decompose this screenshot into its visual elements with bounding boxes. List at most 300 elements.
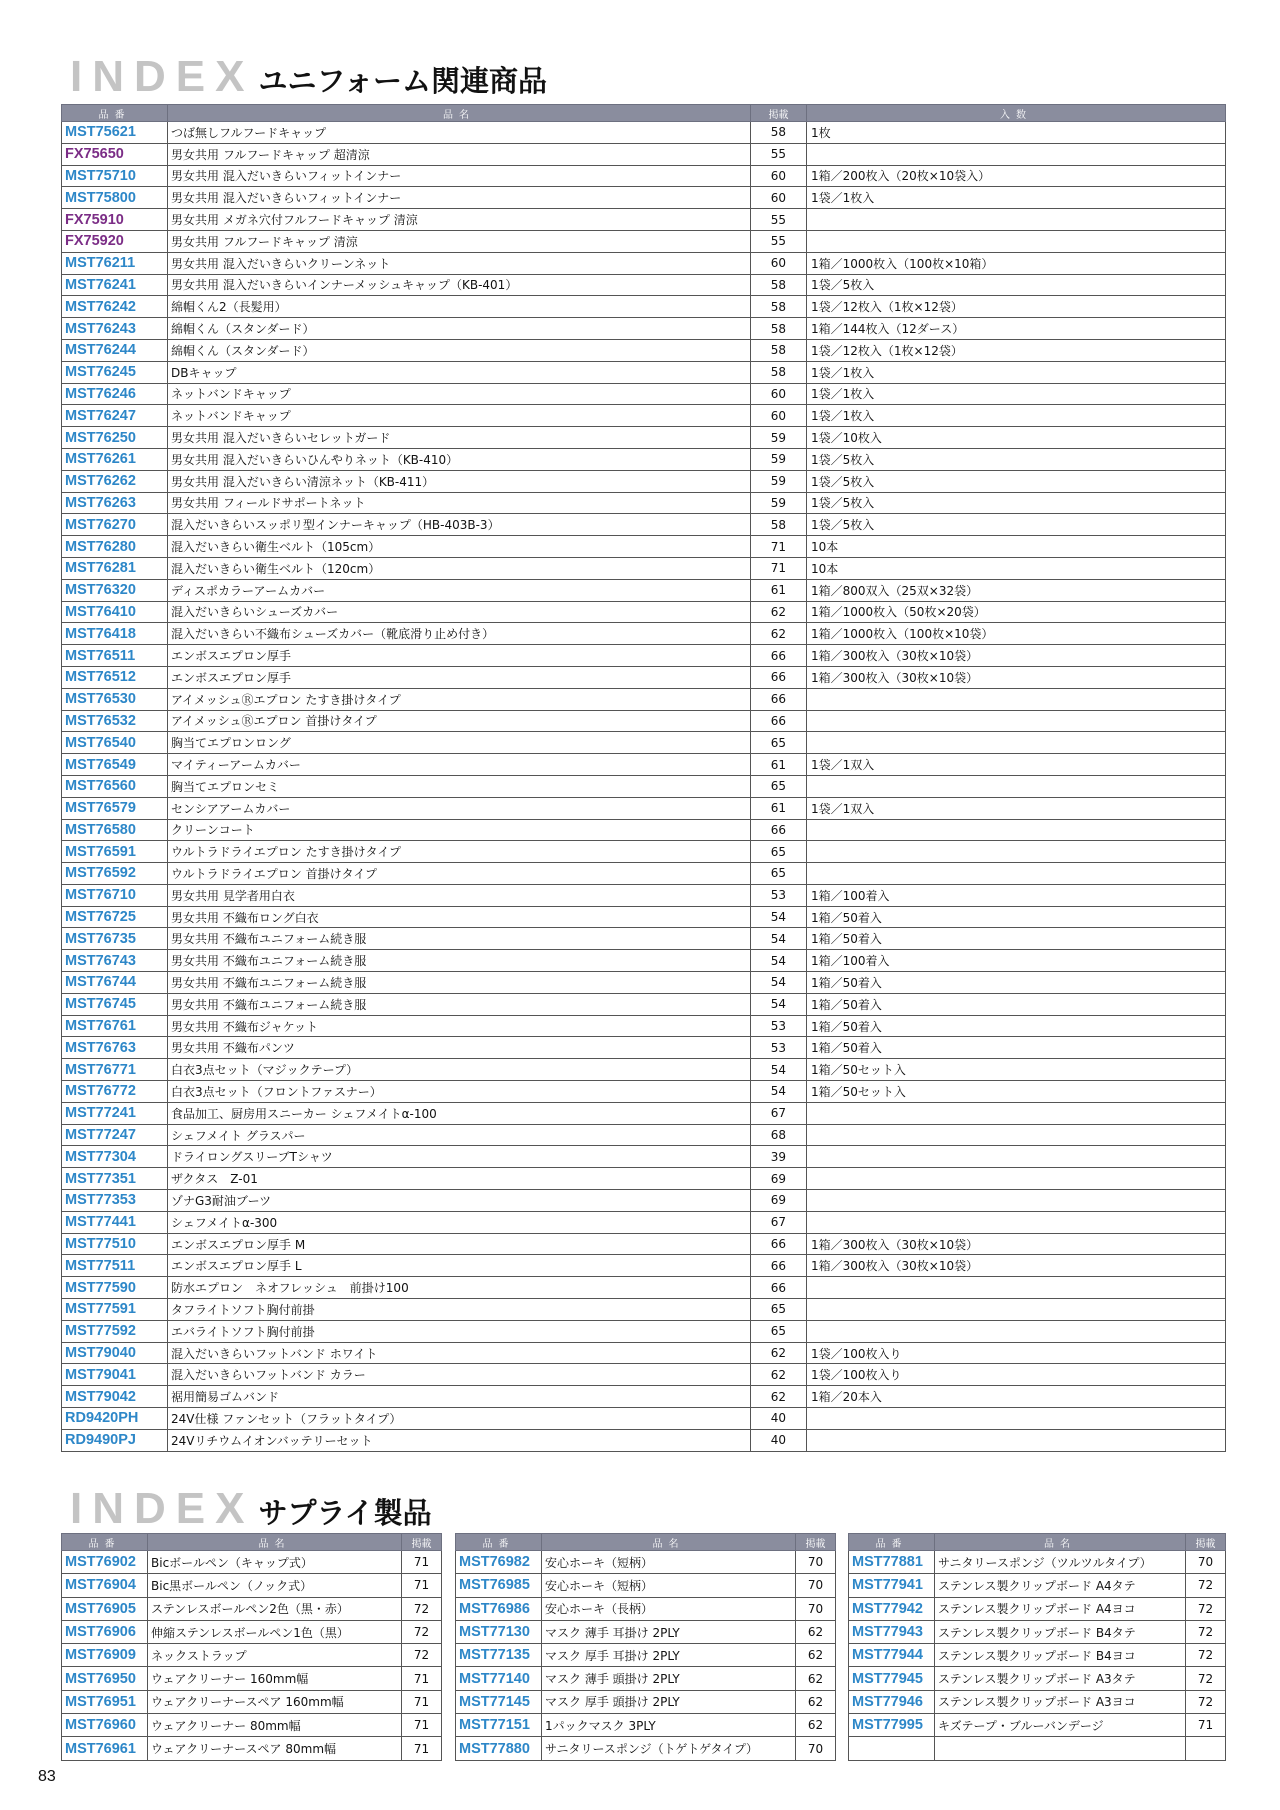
page-ref: 65: [751, 863, 807, 885]
table-row: [849, 1644, 1226, 1667]
page-ref: 58: [751, 318, 807, 340]
product-name: シェフメイトα-300: [168, 1211, 751, 1233]
page-ref: 65: [751, 1320, 807, 1342]
page-number: 83: [38, 1768, 56, 1785]
product-name: ステンレス製クリップボード A4ヨコ: [935, 1597, 1186, 1620]
product-code: MST76247: [62, 405, 168, 427]
header-page: 掲載: [402, 1534, 442, 1551]
table-row: [62, 1102, 1226, 1124]
product-code: MST76745: [62, 993, 168, 1015]
product-name: エンボスエプロン厚手: [168, 666, 751, 688]
product-name: 男女共用 不織布ユニフォーム続き服: [168, 950, 751, 972]
product-code: MST76511: [62, 645, 168, 667]
page-ref: 62: [796, 1620, 836, 1643]
product-code: MST76560: [62, 775, 168, 797]
product-name: ステンレス製クリップボード A3タテ: [935, 1667, 1186, 1690]
page-ref: 58: [751, 339, 807, 361]
table-row: [849, 1690, 1226, 1713]
page-ref: 66: [751, 1233, 807, 1255]
product-name: 混入だいきらいフットバンド カラー: [168, 1364, 751, 1386]
table-row: [62, 1059, 1226, 1081]
product-name: ネックストラップ: [148, 1644, 402, 1667]
product-code: MST76540: [62, 732, 168, 754]
quantity: [807, 1277, 1226, 1299]
product-name: [935, 1737, 1186, 1760]
product-name: 混入だいきらいフットバンド ホワイト: [168, 1342, 751, 1364]
product-name: 男女共用 混入だいきらい清涼ネット（KB-411）: [168, 470, 751, 492]
quantity: [807, 1168, 1226, 1190]
product-name: 白衣3点セット（マジックテープ）: [168, 1059, 751, 1081]
product-name: ドライロングスリーブTシャツ: [168, 1146, 751, 1168]
table-row: [849, 1667, 1226, 1690]
quantity: 1箱／300枚入（30枚×10袋）: [807, 666, 1226, 688]
page-ref: 66: [751, 666, 807, 688]
product-code: MST77353: [62, 1190, 168, 1212]
table-row: [456, 1737, 836, 1760]
quantity: 1箱／300枚入（30枚×10袋）: [807, 645, 1226, 667]
page-ref: 62: [796, 1714, 836, 1737]
quantity: 1箱／100着入: [807, 950, 1226, 972]
product-name: 男女共用 メガネ穴付フルフードキャップ 清涼: [168, 209, 751, 231]
quantity: [807, 863, 1226, 885]
product-code: MST76592: [62, 863, 168, 885]
product-name: 男女共用 不織布ユニフォーム続き服: [168, 972, 751, 994]
page-ref: 72: [402, 1644, 442, 1667]
product-code: MST76245: [62, 361, 168, 383]
table-row: [62, 1667, 442, 1690]
product-name: マスク 薄手 頭掛け 2PLY: [542, 1667, 796, 1690]
page-ref: 72: [1186, 1597, 1226, 1620]
table-row: [456, 1620, 836, 1643]
quantity: [807, 841, 1226, 863]
product-code: MST76262: [62, 470, 168, 492]
page-ref: 71: [751, 536, 807, 558]
table-row: [62, 1146, 1226, 1168]
product-name: キズテープ・ブルーバンデージ: [935, 1714, 1186, 1737]
product-name: Bic黒ボールペン（ノック式）: [148, 1574, 402, 1597]
product-code: MST76549: [62, 754, 168, 776]
product-name: 1パックマスク 3PLY: [542, 1714, 796, 1737]
page-ref: 53: [751, 884, 807, 906]
quantity: 1箱／50着入: [807, 993, 1226, 1015]
table-row: [62, 536, 1226, 558]
product-name: ゾナG3耐油ブーツ: [168, 1190, 751, 1212]
product-code: RD9490PJ: [62, 1429, 168, 1451]
quantity: 1枚: [807, 122, 1226, 144]
page-ref: 72: [1186, 1644, 1226, 1667]
quantity: 1袋／5枚入: [807, 274, 1226, 296]
product-name: 男女共用 不織布ユニフォーム続き服: [168, 993, 751, 1015]
product-code: MST76280: [62, 536, 168, 558]
product-name: DBキャップ: [168, 361, 751, 383]
page-ref: 62: [751, 623, 807, 645]
product-code: MST76906: [62, 1620, 148, 1643]
page-ref: 66: [751, 1277, 807, 1299]
quantity: 1袋／5枚入: [807, 448, 1226, 470]
page-ref: 58: [751, 514, 807, 536]
product-code: MST76580: [62, 819, 168, 841]
page-ref: 61: [751, 754, 807, 776]
product-code: MST76246: [62, 383, 168, 405]
product-name: 白衣3点セット（フロントファスナー）: [168, 1081, 751, 1103]
product-name: 男女共用 フルフードキャップ 超清涼: [168, 143, 751, 165]
product-code: MST76735: [62, 928, 168, 950]
table-row: [62, 514, 1226, 536]
page-ref: 71: [402, 1737, 442, 1760]
product-name: ウェアクリーナー 80mm幅: [148, 1714, 402, 1737]
page-ref: 62: [751, 1342, 807, 1364]
product-name: ウェアクリーナースペア 80mm幅: [148, 1737, 402, 1760]
table-row: [849, 1597, 1226, 1620]
table-row: [62, 928, 1226, 950]
product-code: MST76771: [62, 1059, 168, 1081]
page-ref: 59: [751, 448, 807, 470]
table-row: [62, 339, 1226, 361]
table-row: [456, 1667, 836, 1690]
table-row: [456, 1644, 836, 1667]
product-code: MST76951: [62, 1690, 148, 1713]
page-ref: 71: [402, 1574, 442, 1597]
product-name: 胸当てエプロンセミ: [168, 775, 751, 797]
page-ref: 66: [751, 710, 807, 732]
table-row: [62, 623, 1226, 645]
quantity: [807, 1429, 1226, 1451]
table-row: [62, 1124, 1226, 1146]
product-name: ステンレス製クリップボード A4タテ: [935, 1574, 1186, 1597]
quantity: [807, 1299, 1226, 1321]
page-ref: 71: [751, 557, 807, 579]
product-name: 男女共用 不織布ユニフォーム続き服: [168, 928, 751, 950]
product-code: MST76950: [62, 1667, 148, 1690]
product-code: MST77145: [456, 1690, 542, 1713]
product-name: 男女共用 混入だいきらいひんやりネット（KB-410）: [168, 448, 751, 470]
page-ref: 70: [796, 1597, 836, 1620]
page-ref: 62: [796, 1644, 836, 1667]
page-ref: 59: [751, 492, 807, 514]
product-name: ウェアクリーナースペア 160mm幅: [148, 1690, 402, 1713]
table-row: [62, 1277, 1226, 1299]
product-code: MST75710: [62, 165, 168, 187]
table-row: [62, 906, 1226, 928]
product-name: 安心ホーキ（短柄）: [542, 1551, 796, 1574]
quantity: 1箱／800双入（25双×32袋）: [807, 579, 1226, 601]
product-name: ステンレスボールペン2色（黒・赤）: [148, 1597, 402, 1620]
product-name: 男女共用 混入だいきらいセレットガード: [168, 427, 751, 449]
table-row: [62, 666, 1226, 688]
page-ref: 65: [751, 841, 807, 863]
page-ref: 70: [1186, 1551, 1226, 1574]
product-code: MST77130: [456, 1620, 542, 1643]
quantity: [807, 819, 1226, 841]
quantity: [807, 209, 1226, 231]
table-row: [62, 1211, 1226, 1233]
product-name: タフライトソフト胸付前掛: [168, 1299, 751, 1321]
product-code: MST76250: [62, 427, 168, 449]
page-ref: 66: [751, 1255, 807, 1277]
quantity: 1袋／100枚入り: [807, 1364, 1226, 1386]
quantity: [807, 775, 1226, 797]
product-name: シェフメイト グラスパー: [168, 1124, 751, 1146]
product-name: 食品加工、厨房用スニーカー シェフメイトα-100: [168, 1102, 751, 1124]
page-ref: 54: [751, 1059, 807, 1081]
table-row: [456, 1690, 836, 1713]
table-row: [62, 1233, 1226, 1255]
page-ref: 65: [751, 732, 807, 754]
product-code: MST76985: [456, 1574, 542, 1597]
product-code: MST77881: [849, 1551, 935, 1574]
quantity: [807, 230, 1226, 252]
product-name: 男女共用 フィールドサポートネット: [168, 492, 751, 514]
page-ref: 53: [751, 1015, 807, 1037]
product-code: MST76763: [62, 1037, 168, 1059]
product-name: 男女共用 混入だいきらいクリーンネット: [168, 252, 751, 274]
quantity: 1箱／144枚入（12ダース）: [807, 318, 1226, 340]
product-code: MST76725: [62, 906, 168, 928]
page-ref: 54: [751, 972, 807, 994]
table-row: [62, 252, 1226, 274]
page-ref: 72: [1186, 1667, 1226, 1690]
table-row: [62, 557, 1226, 579]
table-row: [62, 884, 1226, 906]
product-code: MST77151: [456, 1714, 542, 1737]
product-name: 24Vリチウムイオンバッテリーセット: [168, 1429, 751, 1451]
page-ref: 60: [751, 405, 807, 427]
table-row: [62, 383, 1226, 405]
quantity: 1袋／12枚入（1枚×12袋）: [807, 339, 1226, 361]
section-heading: サプライ製品: [258, 1496, 432, 1530]
page-ref: 54: [751, 906, 807, 928]
table-row: [62, 318, 1226, 340]
table-row: [62, 1364, 1226, 1386]
page-ref: 40: [751, 1408, 807, 1430]
header-page: 掲載: [796, 1534, 836, 1551]
product-name: ウルトラドライエプロン 首掛けタイプ: [168, 863, 751, 885]
table-header-row: [62, 1534, 442, 1551]
page-ref: 66: [751, 645, 807, 667]
product-code: FX75910: [62, 209, 168, 231]
table-row: [62, 492, 1226, 514]
page-ref: 72: [1186, 1690, 1226, 1713]
product-code: MST76243: [62, 318, 168, 340]
page-ref: 60: [751, 187, 807, 209]
product-code: MST76982: [456, 1551, 542, 1574]
header-name: 品名: [935, 1534, 1186, 1551]
product-code: MST76263: [62, 492, 168, 514]
quantity: [807, 1211, 1226, 1233]
table-row: [456, 1551, 836, 1574]
product-code: MST77511: [62, 1255, 168, 1277]
page-ref: 59: [751, 470, 807, 492]
table-row: [62, 209, 1226, 231]
page-ref: 39: [751, 1146, 807, 1168]
page-ref: 71: [402, 1667, 442, 1690]
table-row: [62, 1644, 442, 1667]
product-name: 混入だいきらいシューズカバー: [168, 601, 751, 623]
product-name: エンボスエプロン厚手: [168, 645, 751, 667]
product-name: ウルトラドライエプロン たすき掛けタイプ: [168, 841, 751, 863]
table-row: [62, 1081, 1226, 1103]
table-row: [62, 1551, 442, 1574]
table-row: [62, 972, 1226, 994]
table-row: [62, 1299, 1226, 1321]
quantity: 1袋／1双入: [807, 754, 1226, 776]
product-code: MST76410: [62, 601, 168, 623]
product-name: 男女共用 フルフードキャップ 清涼: [168, 230, 751, 252]
table-row: [62, 579, 1226, 601]
product-name: ステンレス製クリップボード B4タテ: [935, 1620, 1186, 1643]
page-ref: 61: [751, 579, 807, 601]
header-name: 品名: [542, 1534, 796, 1551]
product-code: MST77943: [849, 1620, 935, 1643]
table-row: [849, 1620, 1226, 1643]
product-code: MST77946: [849, 1690, 935, 1713]
quantity: [807, 710, 1226, 732]
table-header-row: [62, 105, 1226, 122]
product-name: 男女共用 見学者用白衣: [168, 884, 751, 906]
product-name: ステンレス製クリップボード B4ヨコ: [935, 1644, 1186, 1667]
quantity: 1箱／300枚入（30枚×10袋）: [807, 1255, 1226, 1277]
product-code: MST76904: [62, 1574, 148, 1597]
product-name: 男女共用 混入だいきらいインナーメッシュキャップ（KB-401）: [168, 274, 751, 296]
table-row: [62, 797, 1226, 819]
quantity: 1箱／300枚入（30枚×10袋）: [807, 1233, 1226, 1255]
table-row: [62, 448, 1226, 470]
table-row: [62, 645, 1226, 667]
table-row: [62, 1320, 1226, 1342]
table-row: [62, 274, 1226, 296]
product-name: アイメッシュⓇエプロン 首掛けタイプ: [168, 710, 751, 732]
product-name: 胸当てエプロンロング: [168, 732, 751, 754]
table-row: [62, 688, 1226, 710]
table-row: [62, 1408, 1226, 1430]
table-row: [62, 230, 1226, 252]
product-code: MST77140: [456, 1667, 542, 1690]
header-name: 品名: [168, 105, 751, 122]
table-row: [456, 1574, 836, 1597]
page-ref: 54: [751, 993, 807, 1015]
page-ref: 71: [402, 1714, 442, 1737]
table-header-row: [456, 1534, 836, 1551]
product-code: MST76270: [62, 514, 168, 536]
table-row: [62, 993, 1226, 1015]
supply-table-1: [61, 1533, 442, 1761]
product-code: MST76986: [456, 1597, 542, 1620]
page-ref: 59: [751, 427, 807, 449]
page-ref: 53: [751, 1037, 807, 1059]
table-row: [456, 1714, 836, 1737]
table-row: [62, 1342, 1226, 1364]
table-row: [62, 165, 1226, 187]
uniform-index-table: [61, 104, 1226, 1452]
page-ref: 69: [751, 1190, 807, 1212]
quantity: 1袋／1枚入: [807, 187, 1226, 209]
quantity: 1袋／100枚入り: [807, 1342, 1226, 1364]
product-name: 防水エプロン ネオフレッシュ 前掛け100: [168, 1277, 751, 1299]
page-ref: 72: [402, 1597, 442, 1620]
quantity: 1袋／1枚入: [807, 405, 1226, 427]
quantity: 1袋／1双入: [807, 797, 1226, 819]
table-row: [849, 1574, 1226, 1597]
table-row: [62, 863, 1226, 885]
table-row: [62, 1620, 442, 1643]
page-ref: 72: [1186, 1620, 1226, 1643]
table-row: [62, 427, 1226, 449]
product-code: MST76532: [62, 710, 168, 732]
table-row: [62, 296, 1226, 318]
product-code: MST79042: [62, 1386, 168, 1408]
product-name: クリーンコート: [168, 819, 751, 841]
product-code: MST76902: [62, 1551, 148, 1574]
table-row: [62, 841, 1226, 863]
page-ref: 61: [751, 797, 807, 819]
page-ref: 58: [751, 361, 807, 383]
table-row: [62, 775, 1226, 797]
product-code: MST77995: [849, 1714, 935, 1737]
page-ref: 65: [751, 1299, 807, 1321]
table-row: [62, 601, 1226, 623]
product-name: ネットバンドキャップ: [168, 405, 751, 427]
quantity: 1箱／20本入: [807, 1386, 1226, 1408]
quantity: 1袋／5枚入: [807, 492, 1226, 514]
page-ref: 54: [751, 950, 807, 972]
product-code: MST76743: [62, 950, 168, 972]
page-ref: 70: [796, 1551, 836, 1574]
product-name: 伸縮ステンレスボールペン1色（黒）: [148, 1620, 402, 1643]
product-code: MST77247: [62, 1124, 168, 1146]
quantity: [807, 732, 1226, 754]
quantity: [807, 1124, 1226, 1146]
table-row: [62, 470, 1226, 492]
product-name: 男女共用 混入だいきらいフィットインナー: [168, 165, 751, 187]
product-code: MST75800: [62, 187, 168, 209]
table-row: [62, 1015, 1226, 1037]
product-code: MST77135: [456, 1644, 542, 1667]
page-ref: 62: [796, 1667, 836, 1690]
product-name: 安心ホーキ（長柄）: [542, 1597, 796, 1620]
product-code: MST76281: [62, 557, 168, 579]
product-name: サニタリースポンジ（ツルツルタイプ）: [935, 1551, 1186, 1574]
product-name: 男女共用 不織布パンツ: [168, 1037, 751, 1059]
quantity: 10本: [807, 557, 1226, 579]
page-ref: 58: [751, 274, 807, 296]
product-code: MST76909: [62, 1644, 148, 1667]
quantity: 1箱／50着入: [807, 1037, 1226, 1059]
page-ref: 67: [751, 1102, 807, 1124]
product-code: MST77592: [62, 1320, 168, 1342]
page-ref: 40: [751, 1429, 807, 1451]
product-name: マスク 薄手 耳掛け 2PLY: [542, 1620, 796, 1643]
product-name: 混入だいきらい不織布シューズカバー（靴底滑り止め付き）: [168, 623, 751, 645]
quantity: 1箱／1000枚入（100枚×10袋）: [807, 623, 1226, 645]
product-code: MST76418: [62, 623, 168, 645]
product-name: ステンレス製クリップボード A3ヨコ: [935, 1690, 1186, 1713]
index-label: INDEX: [70, 1484, 255, 1533]
product-name: つば無しフルフードキャップ: [168, 122, 751, 144]
product-code: MST76241: [62, 274, 168, 296]
quantity: 1袋／1枚入: [807, 361, 1226, 383]
quantity: 1袋／5枚入: [807, 514, 1226, 536]
page-ref: 62: [751, 1364, 807, 1386]
quantity: [807, 1408, 1226, 1430]
product-code: MST77591: [62, 1299, 168, 1321]
table-row: [62, 122, 1226, 144]
product-name: センシアアームカバー: [168, 797, 751, 819]
quantity: 1袋／10枚入: [807, 427, 1226, 449]
product-code: MST79040: [62, 1342, 168, 1364]
page-ref: 60: [751, 383, 807, 405]
product-code: MST77241: [62, 1102, 168, 1124]
table-row: [62, 1597, 442, 1620]
